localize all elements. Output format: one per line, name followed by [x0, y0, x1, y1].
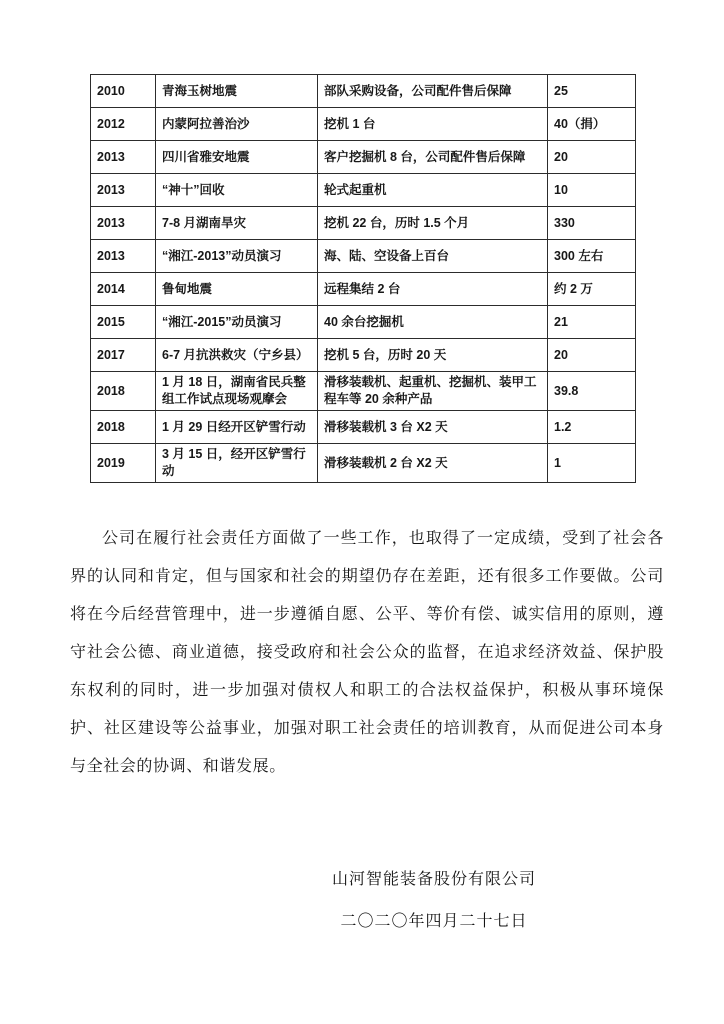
- table-cell-year: 2012: [91, 108, 156, 141]
- table-cell-amount: 10: [548, 174, 636, 207]
- table-cell-year: 2014: [91, 273, 156, 306]
- table-cell-description: 40 余台挖掘机: [318, 306, 548, 339]
- table-cell-year: 2013: [91, 141, 156, 174]
- table-cell-year: 2015: [91, 306, 156, 339]
- table-row: [91, 411, 636, 444]
- table-cell-year: 2010: [91, 75, 156, 108]
- table-row: [91, 273, 636, 306]
- table-cell-event: 青海玉树地震: [156, 75, 318, 108]
- table-body: [91, 75, 636, 483]
- table-cell-amount: 20: [548, 339, 636, 372]
- table-cell-event: “湘江-2015”动员演习: [156, 306, 318, 339]
- table-cell-amount: 1.2: [548, 411, 636, 444]
- table-cell-description: 客户挖掘机 8 台，公司配件售后保障: [318, 141, 548, 174]
- table-cell-description: 挖机 22 台，历时 1.5 个月: [318, 207, 548, 240]
- table-row: [91, 306, 636, 339]
- table-row: [91, 372, 636, 411]
- table-cell-description: 轮式起重机: [318, 174, 548, 207]
- table-row: [91, 141, 636, 174]
- table-cell-year: 2017: [91, 339, 156, 372]
- table-row: [91, 207, 636, 240]
- table-cell-amount: 20: [548, 141, 636, 174]
- table-cell-event: 四川省雅安地震: [156, 141, 318, 174]
- table-cell-year: 2018: [91, 372, 156, 411]
- table-cell-amount: 1: [548, 444, 636, 483]
- signature-company: 山河智能装备股份有限公司: [331, 871, 536, 888]
- table-cell-event: “神十”回收: [156, 174, 318, 207]
- table-cell-description: 挖机 1 台: [318, 108, 548, 141]
- signature-date: 二〇二〇年四月二十七日: [340, 913, 528, 930]
- table-cell-description: 滑移装载机、起重机、挖掘机、装甲工程车等 20 余种产品: [318, 372, 548, 411]
- table-row: [91, 174, 636, 207]
- table-cell-amount: 25: [548, 75, 636, 108]
- table-row: [91, 339, 636, 372]
- table-cell-description: 滑移装载机 3 台 X2 天: [318, 411, 548, 444]
- table-cell-event: 内蒙阿拉善治沙: [156, 108, 318, 141]
- social-responsibility-table: [90, 74, 636, 483]
- table-cell-year: 2013: [91, 174, 156, 207]
- table-cell-amount: 40（捐）: [548, 108, 636, 141]
- table-cell-amount: 21: [548, 306, 636, 339]
- table-cell-year: 2019: [91, 444, 156, 483]
- table-cell-event: 1 月 18 日，湖南省民兵整组工作试点现场观摩会: [156, 372, 318, 411]
- table-cell-event: 6-7 月抗洪救灾（宁乡县）: [156, 339, 318, 372]
- table-cell-event: “湘江-2013”动员演习: [156, 240, 318, 273]
- table-cell-year: 2013: [91, 207, 156, 240]
- table-cell-description: 海、陆、空设备上百台: [318, 240, 548, 273]
- table-cell-description: 远程集结 2 台: [318, 273, 548, 306]
- table-cell-description: 部队采购设备，公司配件售后保障: [318, 75, 548, 108]
- table-cell-event: 1 月 29 日经开区铲雪行动: [156, 411, 318, 444]
- table-cell-year: 2018: [91, 411, 156, 444]
- closing-paragraph: 公司在履行社会责任方面做了一些工作，也取得了一定成绩，受到了社会各界的认同和肯定，但与国家和社会的期望仍存在差距，还有很多工作要做。公司将在今后经营管理中，进一步遵循自愿、公平、等价有偿、诚实信用的原则，遵守社会公德、商业道德，接受政府和社会公众的监督，在追求经济效益、保护股东权利的同时，进一步加强对债权人和职工的合法权益保护，积极从事环境保护、社区建设等公益事业，加强对职工社会责任的培训教育，从而促进公司本身与全社会的协调、和谐发展。: [70, 530, 664, 775]
- table-cell-event: 7-8 月湖南旱灾: [156, 207, 318, 240]
- table-row: [91, 240, 636, 273]
- table-row: [91, 75, 636, 108]
- table-cell-amount: 300 左右: [548, 240, 636, 273]
- table-cell-description: 滑移装载机 2 台 X2 天: [318, 444, 548, 483]
- table-row: [91, 108, 636, 141]
- table-cell-year: 2013: [91, 240, 156, 273]
- table-cell-event: 鲁甸地震: [156, 273, 318, 306]
- table-cell-amount: 约 2 万: [548, 273, 636, 306]
- table-row: [91, 444, 636, 483]
- table-cell-event: 3 月 15 日，经开区铲雪行动: [156, 444, 318, 483]
- table-cell-amount: 330: [548, 207, 636, 240]
- table-cell-description: 挖机 5 台，历时 20 天: [318, 339, 548, 372]
- table-cell-amount: 39.8: [548, 372, 636, 411]
